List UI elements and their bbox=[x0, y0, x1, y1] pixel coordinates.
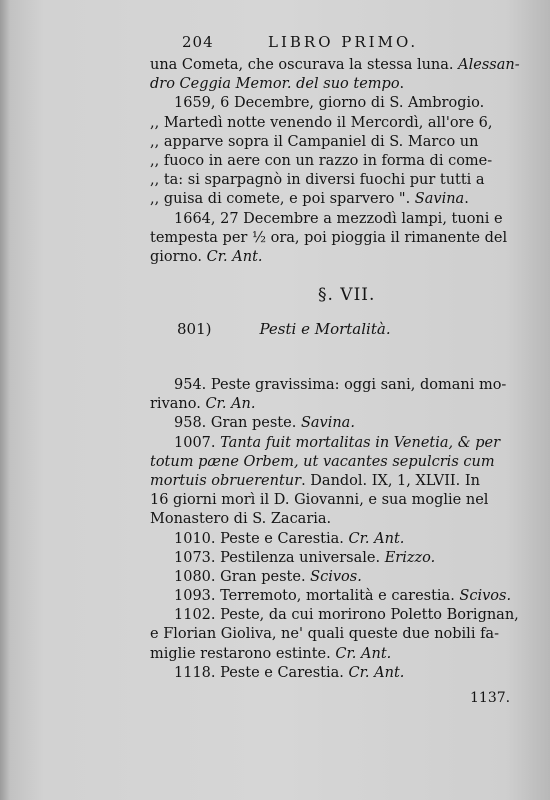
text-line bbox=[150, 56, 540, 75]
text-block-top bbox=[150, 56, 540, 267]
latin-quote: mortuis obruerentur bbox=[150, 472, 302, 489]
text-line: 1664, 27 Decembre a mezzodì lampi, tuoni e bbox=[174, 210, 503, 227]
text-run: 1093. Terremoto, mortalità e carestia. bbox=[174, 588, 460, 605]
citation: Cr. An. bbox=[205, 396, 256, 413]
text-line: tempesta per ½ ora, poi pioggia il rimanente del bbox=[150, 229, 508, 246]
text-line: ,, fuoco in aere con un razzo in forma di come- bbox=[150, 152, 493, 169]
citation: Scivos. bbox=[310, 568, 362, 585]
entry-line bbox=[150, 645, 540, 664]
citation: Savina bbox=[414, 191, 465, 208]
entry-line: 954. Peste gravissima: oggi sani, domani mo- bbox=[174, 377, 507, 393]
text-run: giorno. bbox=[150, 248, 207, 265]
entry-line bbox=[150, 395, 540, 414]
entry-line bbox=[150, 664, 540, 683]
latin-quote: Tanta fuit mortalitas in Venetia, & per bbox=[220, 434, 501, 451]
entry-line bbox=[150, 434, 540, 453]
text-line: ,, apparve sopra il Campaniel di S. Marco un bbox=[150, 133, 479, 150]
subtitle-text: Pesti e Mortalità. bbox=[259, 320, 391, 338]
entry-line bbox=[150, 472, 540, 491]
entry-line: e Florian Gioliva, ne' quali queste due nobili fa- bbox=[150, 626, 499, 643]
page-number: 204 bbox=[182, 33, 214, 51]
text-line bbox=[150, 75, 540, 94]
text-line bbox=[150, 190, 540, 209]
citation: Erizzo. bbox=[384, 549, 436, 566]
entry-line: 1102. Peste, da cui morirono Poletto Borignan, bbox=[174, 607, 519, 624]
text-run: rivano. bbox=[150, 396, 206, 413]
entry-line bbox=[150, 414, 540, 433]
text-run: 1073. Pestilenza universale. bbox=[174, 549, 385, 566]
entry-line: 16 giorni morì il D. Giovanni, e sua moglie nel bbox=[150, 492, 489, 509]
text-run: 1080. Gran peste. bbox=[174, 568, 311, 585]
entry-line bbox=[150, 568, 540, 587]
text-line: ,, ta: si sparpagnò in diversi fuochi pur tutti a bbox=[150, 172, 485, 189]
text-run: . Dandol. IX, 1, XLVII. In bbox=[301, 472, 480, 489]
entry-line bbox=[150, 453, 540, 472]
running-title: LIBRO PRIMO. bbox=[268, 33, 419, 51]
text-block-entries bbox=[150, 376, 540, 683]
text-run: 1010. Peste e Carestia. bbox=[174, 530, 349, 547]
citation: Cr. Ant. bbox=[348, 664, 405, 681]
text-run: 1118. Peste e Carestia. bbox=[174, 664, 349, 681]
text-line: 1659, 6 Decembre, giorno di S. Ambrogio. bbox=[174, 95, 485, 112]
text-run: . bbox=[399, 76, 405, 93]
citation: Alessan- bbox=[458, 57, 520, 73]
entry-line bbox=[150, 549, 540, 568]
section-heading: §. VII. bbox=[318, 285, 376, 305]
text-run: . bbox=[464, 191, 469, 208]
citation: Cr. Ant. bbox=[206, 248, 263, 265]
text-run: miglie restarono estinte. bbox=[150, 645, 336, 662]
section-subtitle bbox=[177, 320, 391, 338]
latin-quote: totum pæne Orbem, ut vacantes sepulcris cum bbox=[150, 453, 495, 470]
citation: Cr. Ant. bbox=[348, 530, 405, 547]
citation: dro Ceggia Memor. del suo tempo bbox=[150, 76, 400, 93]
text-run: ,, guisa di comete, e poi sparvero ". bbox=[150, 191, 415, 208]
text-run: una Cometa, che oscurava la stessa luna. bbox=[150, 57, 459, 73]
entry-line bbox=[150, 587, 540, 606]
text-line: ,, Martedì notte venendo il Mercordì, all'ore 6, bbox=[150, 114, 493, 131]
citation: Scivos. bbox=[459, 588, 512, 605]
citation: Savina. bbox=[300, 415, 355, 432]
margin-number: 801) bbox=[177, 320, 212, 338]
entry-line: Monastero di S. Zacaria. bbox=[150, 511, 332, 528]
text-line bbox=[150, 248, 540, 267]
catchword: 1137. bbox=[470, 690, 511, 706]
running-header bbox=[182, 33, 472, 53]
citation: Cr. Ant. bbox=[335, 645, 392, 662]
text-run: 1007. bbox=[174, 434, 221, 451]
entry-line bbox=[150, 530, 540, 549]
text-run: 958. Gran peste. bbox=[174, 415, 301, 432]
